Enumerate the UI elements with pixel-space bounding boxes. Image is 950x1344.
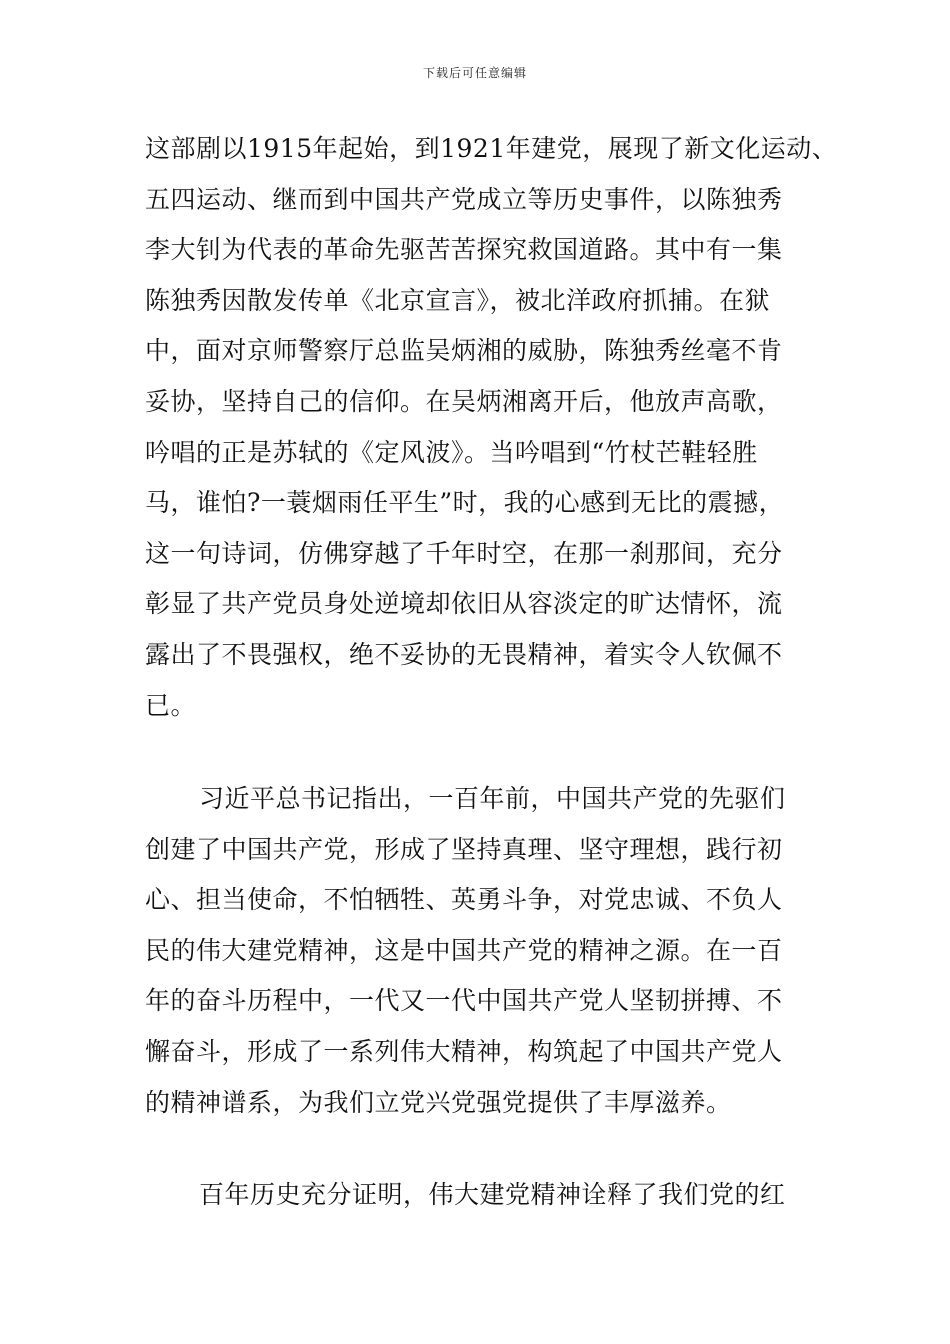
text-line: 陈独秀因散发传单《北京宣言》，被北洋政府抓捕。在狱	[145, 285, 771, 315]
text-line: 这部剧以1915年起始，到1921年建党，展现了新文化运动、	[145, 134, 838, 163]
text-line: 马，谁怕?一蓑烟雨任平生”时，我的心感到无比的震撼，	[145, 488, 785, 518]
text-line: 露出了不畏强权，绝不妥协的无畏精神，着实令人钦佩不	[145, 639, 783, 669]
paragraph-3	[145, 1170, 815, 1221]
text-line: 民的伟大建党精神，这是中国共产党的精神之源。在一百	[145, 935, 783, 965]
text-line: 这一句诗词，仿佛穿越了千年时空，在那一刹那间，充分	[145, 538, 783, 568]
paragraph-2	[145, 774, 815, 1128]
text-line: 的精神谱系，为我们立党兴党强党提供了丰厚滋养。	[145, 1087, 732, 1117]
text-line: 习近平总书记指出，一百年前，中国共产党的先驱们	[199, 784, 786, 813]
text-line: 中，面对京师警察厅总监吴炳湘的威胁，陈独秀丝毫不肯	[145, 336, 783, 366]
text-line: 百年历史充分证明，伟大建党精神诠释了我们党的红	[199, 1180, 786, 1209]
text-line: 年的奋斗历程中，一代又一代中国共产党人坚韧拼搏、不	[145, 986, 783, 1016]
paragraph-1	[145, 124, 838, 731]
text-line: 懈奋斗，形成了一系列伟大精神，构筑起了中国共产党人	[145, 1036, 783, 1066]
text-line: 五四运动、继而到中国共产党成立等历史事件，以陈独秀	[145, 184, 783, 214]
header-note: 下载后可任意编辑	[422, 66, 527, 80]
text-line: 吟唱的正是苏轼的《定风波》。当吟唱到“竹杖芒鞋轻胜	[145, 437, 758, 467]
text-line: 彰显了共产党员身处逆境却依旧从容淡定的旷达情怀，流	[145, 589, 783, 619]
text-line: 心、担当使命，不怕牺牲、英勇斗争，对党忠诚、不负人	[145, 885, 783, 915]
text-line: 创建了中国共产党，形成了坚持真理、坚守理想，践行初	[145, 834, 783, 864]
text-line: 已。	[145, 690, 197, 720]
text-line: 妥协，坚持自己的信仰。在吴炳湘离开后，他放声高歌，	[145, 386, 783, 416]
text-line: 李大钊为代表的革命先驱苦苦探究救国道路。其中有一集	[145, 235, 783, 265]
